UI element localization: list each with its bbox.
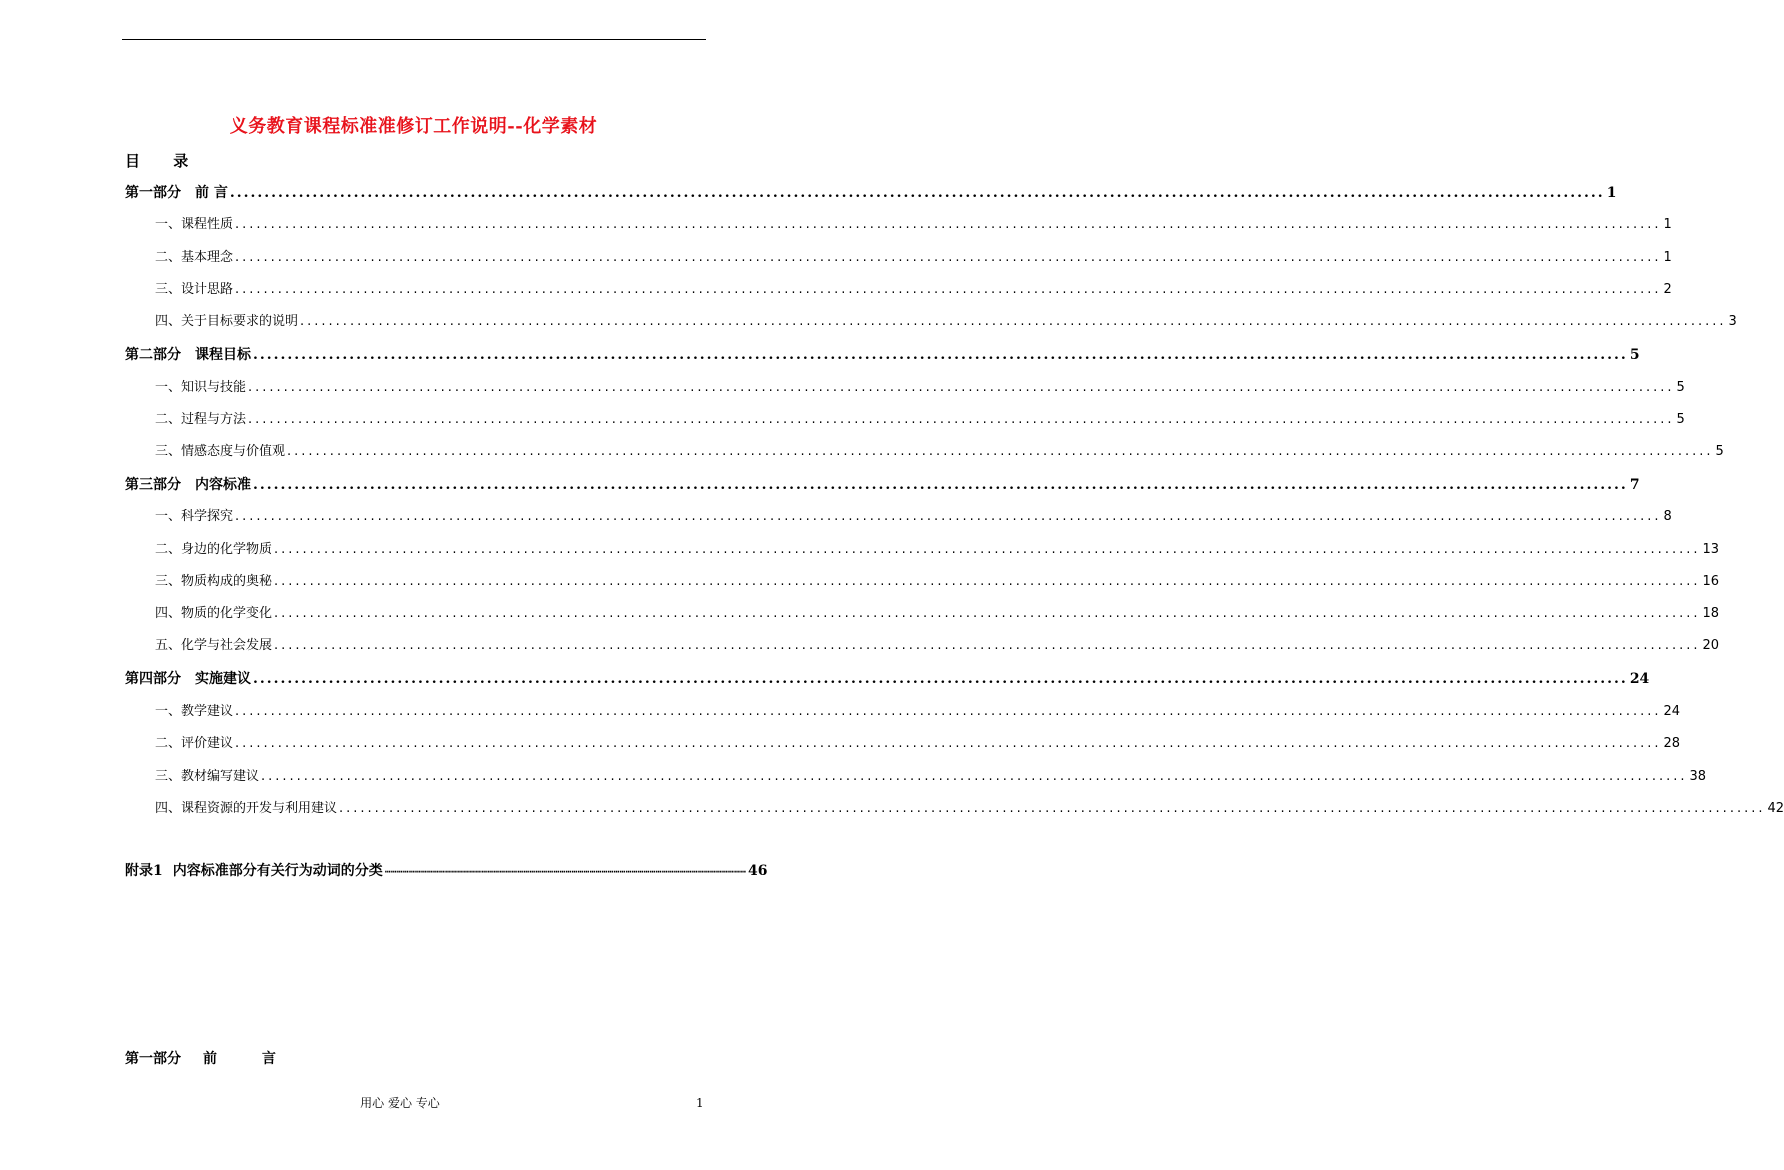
toc-sub-label: 五、化学与社会发展 [155, 638, 273, 653]
dot-leader: ........................................................................................................................................................................................................ [274, 606, 1701, 621]
toc-sub-label: 三、物质构成的奥秘 [155, 574, 273, 589]
toc-sub-entry[interactable] [155, 248, 1672, 268]
toc-part-number: 第四部分 [125, 671, 181, 687]
toc-sub-entry[interactable] [155, 734, 1681, 754]
toc-page-number: 24 [1663, 704, 1681, 719]
section-heading [125, 1048, 296, 1068]
section-number: 第一部分 [125, 1051, 181, 1067]
dot-leader: ........................................................................................................................................................................................................ [235, 282, 1662, 297]
dot-leader: ........................................................................................................................................................................................................ [253, 347, 1628, 363]
toc-page-number: 1 [1606, 185, 1617, 201]
toc-page-number: 5 [1676, 380, 1685, 395]
toc-part-number: 第二部分 [125, 347, 181, 363]
toc-sub-label: 四、物质的化学变化 [155, 606, 273, 621]
toc-part-entry[interactable] [125, 475, 1640, 495]
dot-leader: ........................................................................................................................................................................................................ [248, 380, 1675, 395]
toc-sub-entry[interactable] [155, 604, 1720, 624]
toc-sub-label: 四、课程资源的开发与利用建议 [155, 801, 338, 816]
toc-part-entry[interactable] [125, 345, 1640, 365]
toc-sub-label: 一、课程性质 [155, 217, 234, 232]
toc-sub-entry[interactable] [155, 507, 1672, 527]
toc-sub-label: 二、评价建议 [155, 736, 234, 751]
appendix-page-number: 46 [747, 863, 768, 879]
toc-sub-label: 一、知识与技能 [155, 380, 247, 395]
toc-page-number: 7 [1629, 477, 1640, 493]
toc-part-title: 实施建议 [195, 671, 251, 687]
toc-sub-label: 三、设计思路 [155, 282, 234, 297]
toc-sub-entry[interactable] [155, 572, 1720, 592]
dot-leader: ........................................................................................................................................................................................................ [274, 542, 1701, 557]
dot-leader: ........................................................................................................................................................................................................ [235, 509, 1662, 524]
dot-leader: ........................................................................................................................................................................................................ [235, 217, 1662, 232]
toc-page-number: 20 [1702, 638, 1720, 653]
toc-part-number: 第三部分 [125, 477, 181, 493]
toc-page-number: 13 [1702, 542, 1720, 557]
toc-page-number: 16 [1702, 574, 1720, 589]
toc-appendix-entry[interactable] [125, 861, 768, 881]
toc-part-entry[interactable] [125, 669, 1650, 689]
toc-part-title: 内容标准 [195, 477, 251, 493]
toc-sub-entry[interactable] [155, 540, 1720, 560]
toc-page-number: 5 [1676, 412, 1685, 427]
toc-sub-label: 二、过程与方法 [155, 412, 247, 427]
toc-page-number: 5 [1715, 444, 1724, 459]
toc-sub-entry[interactable] [155, 378, 1685, 398]
toc-sub-label: 一、科学探究 [155, 509, 234, 524]
toc-sub-entry[interactable] [155, 799, 1784, 819]
toc-page-number: 1 [1663, 217, 1672, 232]
dot-leader: ┅┅┅┅┅┅┅┅┅┅┅┅┅┅┅┅┅┅┅┅┅┅┅┅┅┅┅┅┅┅┅┅┅┅┅┅┅┅┅┅┅┅┅┅┅┅┅┅┅┅┅┅┅┅┅┅┅┅┅┅ [384, 867, 746, 878]
appendix-number: 附录1 [125, 863, 163, 879]
section-title: 前 言 [203, 1051, 296, 1067]
document-title: 义务教育课程标准准修订工作说明--化学素材 [229, 116, 598, 137]
dot-leader: ........................................................................................................................................................................................................ [339, 801, 1766, 816]
dot-leader: ........................................................................................................................................................................................................ [253, 477, 1628, 493]
toc-heading: 目 录 [125, 152, 203, 170]
toc-sub-entry[interactable] [155, 636, 1720, 656]
dot-leader: ........................................................................................................................................................................................................ [235, 250, 1662, 265]
dot-leader: ........................................................................................................................................................................................................ [229, 185, 1605, 201]
toc-part-entry[interactable] [125, 183, 1617, 203]
appendix-title: 内容标准部分有关行为动词的分类 [172, 863, 383, 879]
toc-sub-label: 三、情感态度与价值观 [155, 444, 286, 459]
dot-leader: ........................................................................................................................................................................................................ [274, 638, 1701, 653]
dot-leader: ........................................................................................................................................................................................................ [235, 736, 1662, 751]
toc-page-number: 5 [1629, 347, 1640, 363]
toc-sub-label: 三、教材编写建议 [155, 769, 260, 784]
toc-part-title: 课程目标 [195, 347, 251, 363]
toc-sub-entry[interactable] [155, 410, 1685, 430]
footer-page-number: 1 [696, 1096, 704, 1110]
toc-part-title: 前 言 [195, 185, 228, 201]
toc-sub-entry[interactable] [155, 442, 1724, 462]
toc-sub-entry[interactable] [155, 767, 1707, 787]
toc-sub-entry[interactable] [155, 312, 1737, 332]
toc-sub-label: 二、基本理念 [155, 250, 234, 265]
toc-page-number: 24 [1629, 671, 1650, 687]
toc-sub-entry[interactable] [155, 215, 1672, 235]
toc-part-number: 第一部分 [125, 185, 181, 201]
toc-page-number: 28 [1663, 736, 1681, 751]
toc-sub-label: 四、关于目标要求的说明 [155, 314, 299, 329]
dot-leader: ........................................................................................................................................................................................................ [261, 769, 1688, 784]
toc-page-number: 2 [1663, 282, 1672, 297]
toc-page-number: 8 [1663, 509, 1672, 524]
dot-leader: ........................................................................................................................................................................................................ [300, 314, 1727, 329]
toc-page-number: 42 [1767, 801, 1784, 816]
toc-page-number: 18 [1702, 606, 1720, 621]
toc-sub-entry[interactable] [155, 702, 1681, 722]
header-rule [122, 39, 706, 40]
toc-page-number: 38 [1689, 769, 1707, 784]
dot-leader: ........................................................................................................................................................................................................ [248, 412, 1675, 427]
toc-page-number: 1 [1663, 250, 1672, 265]
toc-sub-label: 二、身边的化学物质 [155, 542, 273, 557]
toc-page-number: 3 [1728, 314, 1737, 329]
dot-leader: ........................................................................................................................................................................................................ [235, 704, 1662, 719]
toc-sub-entry[interactable] [155, 280, 1672, 300]
dot-leader: ........................................................................................................................................................................................................ [287, 444, 1714, 459]
footer-motto: 用心 爱心 专心 [360, 1096, 440, 1110]
dot-leader: ........................................................................................................................................................................................................ [274, 574, 1701, 589]
toc-sub-label: 一、教学建议 [155, 704, 234, 719]
dot-leader: ........................................................................................................................................................................................................ [253, 671, 1628, 687]
